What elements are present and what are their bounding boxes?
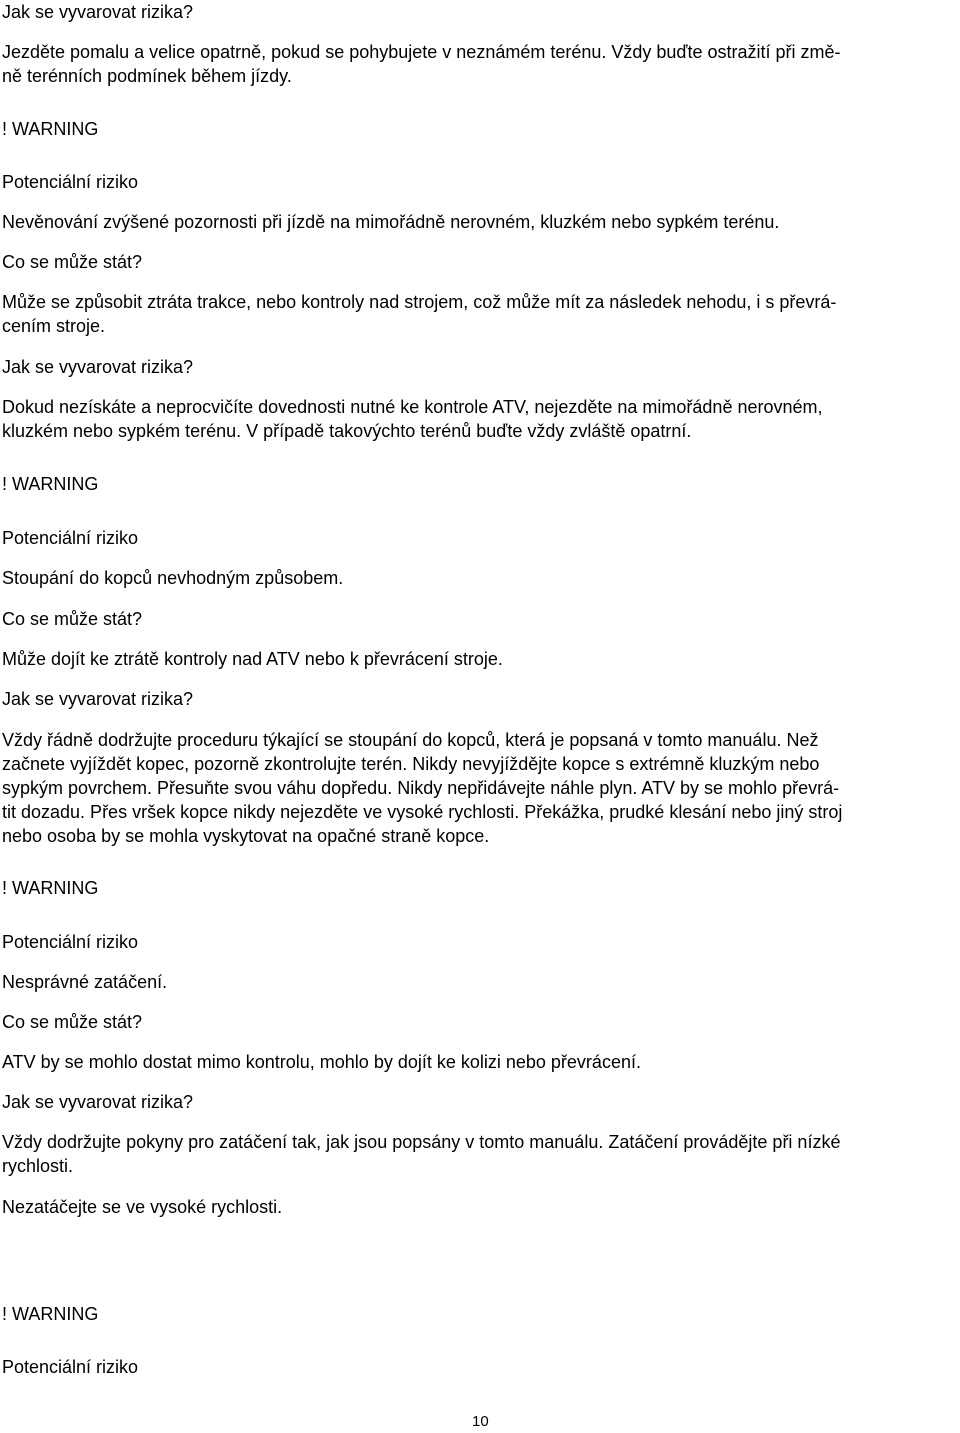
- paragraph-line: Vždy dodržujte pokyny pro zatáčení tak, jak jsou popsány v tomto manuálu. Zatáčení provádějte při nízké: [2, 1132, 841, 1152]
- risk-heading: Potenciální riziko: [2, 528, 139, 548]
- warning-heading: ! WARNING: [2, 474, 99, 494]
- answer-paragraph: [2, 1130, 958, 1178]
- consequence-paragraph: [2, 290, 958, 338]
- risk-heading: Potenciální riziko: [2, 932, 139, 952]
- paragraph-line: rychlosti.: [2, 1156, 74, 1176]
- paragraph-line: nebo osoba by se mohla vyskytovat na opačné straně kopce.: [2, 826, 490, 846]
- question-heading: Jak se vyvarovat rizika?: [2, 689, 194, 709]
- warning-heading: ! WARNING: [2, 878, 99, 898]
- paragraph-line: sypkým povrchem. Přesuňte svou váhu dopředu. Nikdy nepřidávejte náhle plyn. ATV by se mohlo převrá-: [2, 778, 840, 798]
- risk-description: Nevěnování zvýšené pozornosti při jízdě na mimořádně nerovném, kluzkém nebo sypkém terénu.: [2, 212, 780, 232]
- paragraph-line: začnete vyjíždět kopec, pozorně zkontrolujte terén. Nikdy nevyjíždějte kopce s extrémně kluzkým nebo: [2, 754, 820, 774]
- warning-heading: ! WARNING: [2, 119, 99, 139]
- question-heading: Jak se vyvarovat rizika?: [2, 1092, 194, 1112]
- paragraph-line: Může se způsobit ztráta trakce, nebo kontroly nad strojem, což může mít za následek nehodu, i s převrá-: [2, 292, 837, 312]
- consequence-heading: Co se může stát?: [2, 609, 143, 629]
- paragraph-line: tit dozadu. Přes vršek kopce nikdy nejezděte ve vysoké rychlosti. Překážka, prudké klesání nebo jiný stroj: [2, 802, 843, 822]
- consequence-heading: Co se může stát?: [2, 1012, 143, 1032]
- paragraph-line: kluzkém nebo sypkém terénu. V případě takovýchto terénů buďte vždy zvláště opatrní.: [2, 421, 692, 441]
- paragraph-line: cením stroje.: [2, 316, 106, 336]
- paragraph-line: ně terénních podmínek během jízdy.: [2, 66, 292, 86]
- risk-heading: Potenciální riziko: [2, 1357, 139, 1377]
- consequence-text: Může dojít ke ztrátě kontroly nad ATV nebo k převrácení stroje.: [2, 649, 503, 669]
- answer-text: Nezatáčejte se ve vysoké rychlosti.: [2, 1197, 283, 1217]
- page-number: 10: [472, 1413, 489, 1430]
- warning-heading: ! WARNING: [2, 1304, 99, 1324]
- paragraph-line: Vždy řádně dodržujte proceduru týkající se stoupání do kopců, která je popsaná v tomto manuálu. Než: [2, 730, 819, 750]
- paragraph-line: Dokud nezískáte a neprocvičíte dovednosti nutné ke kontrole ATV, nejezděte na mimořádně nerovném,: [2, 397, 823, 417]
- question-heading: Jak se vyvarovat rizika?: [2, 357, 194, 377]
- answer-paragraph: [2, 395, 958, 443]
- consequence-text: ATV by se mohlo dostat mimo kontrolu, mohlo by dojít ke kolizi nebo převrácení.: [2, 1052, 641, 1072]
- risk-description: Stoupání do kopců nevhodným způsobem.: [2, 568, 344, 588]
- risk-description: Nesprávné zatáčení.: [2, 972, 168, 992]
- answer-paragraph: [2, 728, 958, 848]
- consequence-heading: Co se může stát?: [2, 252, 143, 272]
- answer-paragraph: [2, 40, 958, 88]
- risk-heading: Potenciální riziko: [2, 172, 139, 192]
- paragraph-line: Jezděte pomalu a velice opatrně, pokud se pohybujete v neznámém terénu. Vždy buďte ostražití při změ-: [2, 42, 841, 62]
- question-heading: Jak se vyvarovat rizika?: [2, 2, 194, 22]
